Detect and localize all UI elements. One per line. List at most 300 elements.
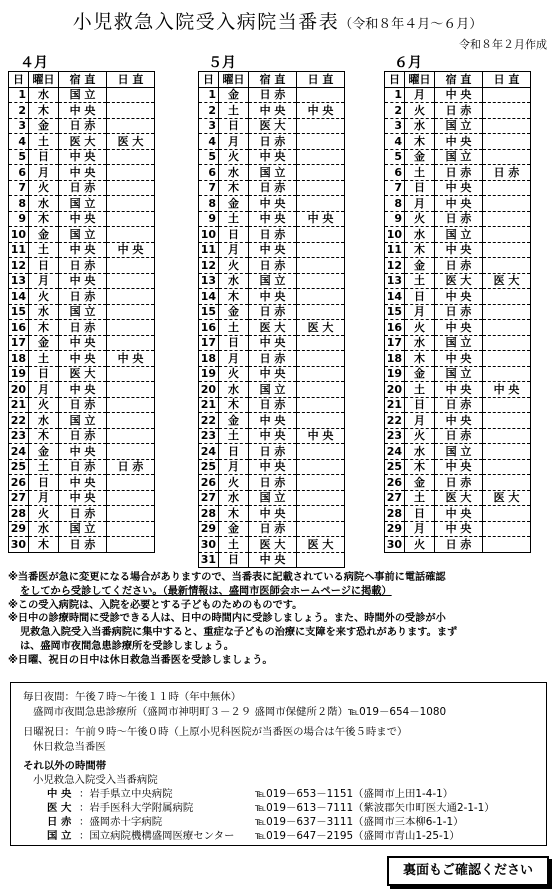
day-cell: 5 xyxy=(9,149,29,165)
day-cell: 13 xyxy=(385,273,405,289)
day-duty-cell xyxy=(297,459,345,475)
day-duty-cell xyxy=(107,320,155,336)
weekday-cell: 金 xyxy=(29,227,59,243)
day-duty-cell xyxy=(483,444,531,460)
table-row xyxy=(9,490,155,506)
day-duty-cell xyxy=(483,335,531,351)
night-duty-cell: 中 央 xyxy=(59,273,107,289)
may-schedule-table xyxy=(198,71,345,568)
day-cell: 23 xyxy=(9,428,29,444)
note-daytime-cont1: 児救急入院受入当番病院に集中すると、重症な子どもの治療に支障を来す恐れがあります。まず xyxy=(20,627,458,639)
day-duty-cell xyxy=(297,196,345,212)
table-row xyxy=(199,413,345,429)
day-duty-cell xyxy=(483,211,531,227)
night-duty-cell: 日 赤 xyxy=(249,304,297,320)
weekday-cell: 土 xyxy=(405,165,435,181)
day-duty-cell xyxy=(297,366,345,382)
day-cell: 22 xyxy=(199,413,219,429)
weekday-cell: 木 xyxy=(29,103,59,119)
hospital-abbr: 国 立 xyxy=(47,830,72,842)
day-cell: 26 xyxy=(385,475,405,491)
night-duty-cell: 日 赤 xyxy=(435,258,483,274)
day-cell: 27 xyxy=(199,490,219,506)
day-cell: 14 xyxy=(9,289,29,305)
weekday-cell: 水 xyxy=(29,413,59,429)
night-duty-cell: 中 央 xyxy=(59,490,107,506)
weekday-cell: 金 xyxy=(219,87,249,103)
hospital-name: ：盛岡赤十字病院 xyxy=(79,816,163,828)
night-duty-cell: 医 大 xyxy=(435,273,483,289)
table-row xyxy=(385,320,531,336)
night-duty-cell: 日 赤 xyxy=(435,537,483,553)
night-duty-cell: 中 央 xyxy=(435,506,483,522)
weekday-cell: 火 xyxy=(29,397,59,413)
june-schedule-table xyxy=(384,71,531,553)
table-row xyxy=(9,506,155,522)
day-cell: 14 xyxy=(199,289,219,305)
table-row xyxy=(9,382,155,398)
table-row xyxy=(385,87,531,103)
day-duty-cell: 中 央 xyxy=(107,242,155,258)
header-day: 日 xyxy=(199,72,219,88)
table-row xyxy=(199,397,345,413)
table-row xyxy=(385,490,531,506)
day-cell: 3 xyxy=(9,118,29,134)
day-duty-cell: 医 大 xyxy=(297,320,345,336)
day-cell: 5 xyxy=(199,149,219,165)
weekday-cell: 木 xyxy=(219,506,249,522)
day-cell: 30 xyxy=(385,537,405,553)
weekday-cell: 木 xyxy=(405,459,435,475)
day-duty-cell xyxy=(297,475,345,491)
day-cell: 26 xyxy=(9,475,29,491)
day-duty-cell xyxy=(107,103,155,119)
day-cell: 16 xyxy=(199,320,219,336)
day-duty-cell xyxy=(483,180,531,196)
day-duty-cell: 医 大 xyxy=(107,134,155,150)
night-duty-cell: 日 赤 xyxy=(59,320,107,336)
day-duty-cell xyxy=(483,289,531,305)
day-duty-cell: 中 央 xyxy=(483,382,531,398)
day-duty-cell xyxy=(107,118,155,134)
night-duty-cell: 日 赤 xyxy=(249,444,297,460)
table-row xyxy=(9,87,155,103)
header-weekday: 曜日 xyxy=(405,72,435,88)
day-cell: 28 xyxy=(9,506,29,522)
day-cell: 4 xyxy=(9,134,29,150)
page-title xyxy=(0,7,555,34)
day-cell: 15 xyxy=(9,304,29,320)
table-row xyxy=(9,196,155,212)
night-duty-cell: 日 赤 xyxy=(249,227,297,243)
night-duty-cell: 日 赤 xyxy=(435,103,483,119)
header-day-duty: 日 直 xyxy=(107,72,155,88)
day-duty-cell xyxy=(297,273,345,289)
table-row xyxy=(199,552,345,568)
weekday-cell: 火 xyxy=(405,428,435,444)
day-duty-cell: 中 央 xyxy=(297,103,345,119)
night-duty-cell: 中 央 xyxy=(59,165,107,181)
table-row xyxy=(385,351,531,367)
night-duty-cell: 国 立 xyxy=(59,304,107,320)
day-duty-cell xyxy=(297,397,345,413)
notes-section xyxy=(8,571,553,668)
table-row xyxy=(9,149,155,165)
day-duty-cell xyxy=(107,428,155,444)
night-duty-cell: 日 赤 xyxy=(59,537,107,553)
weekday-cell: 金 xyxy=(219,413,249,429)
table-row xyxy=(9,134,155,150)
day-cell: 3 xyxy=(385,118,405,134)
table-row xyxy=(385,506,531,522)
day-duty-cell xyxy=(107,521,155,537)
day-duty-cell xyxy=(483,351,531,367)
day-duty-cell: 中 央 xyxy=(297,428,345,444)
weekday-cell: 月 xyxy=(405,521,435,537)
table-row xyxy=(199,475,345,491)
weekday-cell: 金 xyxy=(29,118,59,134)
holiday-hours: 日曜祝日：午前９時～午後０時（上原小児科医院が当番医の場合は午後５時まで） xyxy=(23,726,408,738)
day-cell: 13 xyxy=(199,273,219,289)
table-row xyxy=(199,382,345,398)
created-date: 令和８年２月作成 xyxy=(459,38,547,51)
weekday-cell: 金 xyxy=(29,444,59,460)
day-cell: 22 xyxy=(9,413,29,429)
night-duty-cell: 日 赤 xyxy=(59,506,107,522)
table-row xyxy=(385,211,531,227)
table-row xyxy=(9,444,155,460)
day-cell: 1 xyxy=(199,87,219,103)
weekday-cell: 金 xyxy=(405,366,435,382)
weekday-cell: 火 xyxy=(405,211,435,227)
table-row xyxy=(199,242,345,258)
month-label-may: ５月 xyxy=(208,55,236,71)
table-row xyxy=(385,397,531,413)
day-duty-cell xyxy=(483,242,531,258)
weekday-cell: 火 xyxy=(219,149,249,165)
table-row xyxy=(199,490,345,506)
day-duty-cell xyxy=(297,242,345,258)
day-cell: 17 xyxy=(199,335,219,351)
day-duty-cell xyxy=(483,506,531,522)
header-day: 日 xyxy=(385,72,405,88)
day-duty-cell xyxy=(107,304,155,320)
weekday-cell: 木 xyxy=(219,180,249,196)
weekday-cell: 月 xyxy=(219,134,249,150)
table-row xyxy=(9,227,155,243)
weekday-cell: 水 xyxy=(219,273,249,289)
day-duty-cell xyxy=(107,87,155,103)
weekday-cell: 金 xyxy=(405,475,435,491)
day-duty-cell xyxy=(297,180,345,196)
table-row xyxy=(9,413,155,429)
day-cell: 9 xyxy=(199,211,219,227)
table-row xyxy=(385,227,531,243)
hospital-tel: ℡019－637－3111（盛岡市三本柳6-1-1） xyxy=(255,816,464,828)
table-row xyxy=(385,444,531,460)
table-row xyxy=(199,103,345,119)
night-duty-cell: 中 央 xyxy=(59,149,107,165)
weekday-cell: 土 xyxy=(219,211,249,227)
night-duty-cell: 国 立 xyxy=(249,165,297,181)
day-duty-cell xyxy=(297,289,345,305)
night-duty-cell: 日 赤 xyxy=(59,258,107,274)
weekday-cell: 水 xyxy=(29,521,59,537)
day-cell: 19 xyxy=(199,366,219,382)
table-row xyxy=(9,366,155,382)
holiday-place: 休日救急当番医 xyxy=(33,741,106,753)
month-label-april: ４月 xyxy=(20,55,48,71)
table-row xyxy=(9,180,155,196)
table-row xyxy=(385,289,531,305)
day-duty-cell xyxy=(107,475,155,491)
day-cell: 6 xyxy=(385,165,405,181)
table-row xyxy=(199,196,345,212)
table-row xyxy=(9,475,155,491)
note-daytime: ※日中の診療時間に受診できる人は、日中の時間内に受診しましょう。また、時間外の受診が小 xyxy=(8,613,446,625)
table-row xyxy=(9,289,155,305)
hospital-tel: ℡019－647－2195（盛岡市青山1-25-1） xyxy=(255,830,460,842)
night-duty-cell: 国 立 xyxy=(59,227,107,243)
day-cell: 13 xyxy=(9,273,29,289)
night-duty-cell: 中 央 xyxy=(249,103,297,119)
night-duty-cell: 中 央 xyxy=(249,149,297,165)
day-cell: 17 xyxy=(385,335,405,351)
night-duty-cell: 国 立 xyxy=(435,335,483,351)
header-weekday: 曜日 xyxy=(29,72,59,88)
table-row xyxy=(385,149,531,165)
day-cell: 6 xyxy=(199,165,219,181)
day-cell: 28 xyxy=(199,506,219,522)
day-cell: 18 xyxy=(199,351,219,367)
night-duty-cell: 国 立 xyxy=(59,413,107,429)
day-cell: 30 xyxy=(9,537,29,553)
night-duty-cell: 中 央 xyxy=(249,289,297,305)
night-duty-cell: 中 央 xyxy=(435,134,483,150)
weekday-cell: 水 xyxy=(405,118,435,134)
weekday-cell: 月 xyxy=(405,87,435,103)
table-row xyxy=(385,180,531,196)
day-cell: 20 xyxy=(9,382,29,398)
table-row xyxy=(385,366,531,382)
day-duty-cell xyxy=(297,382,345,398)
day-duty-cell xyxy=(107,382,155,398)
day-cell: 15 xyxy=(199,304,219,320)
table-row xyxy=(9,304,155,320)
header-night-duty: 宿 直 xyxy=(59,72,107,88)
night-duty-cell: 中 央 xyxy=(59,103,107,119)
weekday-cell: 月 xyxy=(219,242,249,258)
weekday-cell: 日 xyxy=(405,397,435,413)
night-duty-cell: 国 立 xyxy=(249,490,297,506)
table-row xyxy=(385,382,531,398)
hospital-abbr: 中 央 xyxy=(47,788,72,800)
day-duty-cell xyxy=(297,87,345,103)
day-cell: 29 xyxy=(385,521,405,537)
day-cell: 9 xyxy=(385,211,405,227)
day-cell: 4 xyxy=(385,134,405,150)
night-duty-cell: 中 央 xyxy=(59,351,107,367)
weekday-cell: 水 xyxy=(29,304,59,320)
day-duty-cell xyxy=(483,304,531,320)
night-duty-cell: 中 央 xyxy=(435,459,483,475)
table-row xyxy=(9,537,155,553)
day-duty-cell xyxy=(297,413,345,429)
day-duty-cell: 医 大 xyxy=(483,273,531,289)
day-cell: 26 xyxy=(199,475,219,491)
weekday-cell: 土 xyxy=(219,537,249,553)
weekday-cell: 日 xyxy=(405,289,435,305)
header-night-duty: 宿 直 xyxy=(249,72,297,88)
day-duty-cell xyxy=(297,304,345,320)
day-duty-cell xyxy=(483,118,531,134)
day-duty-cell xyxy=(483,413,531,429)
night-duty-cell: 中 央 xyxy=(435,180,483,196)
table-row xyxy=(199,521,345,537)
day-cell: 8 xyxy=(385,196,405,212)
night-hours: 毎日夜間：午後７時～午後１１時（年中無休） xyxy=(23,691,242,703)
day-cell: 31 xyxy=(199,552,219,568)
day-duty-cell xyxy=(107,413,155,429)
night-duty-cell: 日 赤 xyxy=(435,304,483,320)
night-duty-cell: 中 央 xyxy=(249,242,297,258)
day-cell: 8 xyxy=(199,196,219,212)
day-duty-cell xyxy=(297,118,345,134)
day-cell: 10 xyxy=(9,227,29,243)
day-cell: 19 xyxy=(9,366,29,382)
day-cell: 8 xyxy=(9,196,29,212)
table-row xyxy=(385,459,531,475)
day-duty-cell xyxy=(107,180,155,196)
weekday-cell: 火 xyxy=(219,475,249,491)
day-duty-cell xyxy=(297,552,345,568)
day-duty-cell xyxy=(297,165,345,181)
night-duty-cell: 日 赤 xyxy=(59,428,107,444)
weekday-cell: 木 xyxy=(29,211,59,227)
table-row xyxy=(9,351,155,367)
night-duty-cell: 日 赤 xyxy=(435,211,483,227)
day-duty-cell xyxy=(107,211,155,227)
weekday-cell: 日 xyxy=(29,366,59,382)
night-duty-cell: 中 央 xyxy=(59,211,107,227)
weekday-cell: 水 xyxy=(219,382,249,398)
weekday-cell: 日 xyxy=(405,180,435,196)
weekday-cell: 火 xyxy=(29,289,59,305)
table-row xyxy=(199,537,345,553)
weekday-cell: 木 xyxy=(405,242,435,258)
table-row xyxy=(9,242,155,258)
table-header-row xyxy=(199,72,345,88)
weekday-cell: 日 xyxy=(29,258,59,274)
day-duty-cell xyxy=(107,537,155,553)
day-cell: 2 xyxy=(199,103,219,119)
table-row xyxy=(9,521,155,537)
weekday-cell: 土 xyxy=(219,428,249,444)
night-duty-cell: 医 大 xyxy=(249,537,297,553)
weekday-cell: 水 xyxy=(405,444,435,460)
weekday-cell: 水 xyxy=(29,87,59,103)
table-row xyxy=(199,180,345,196)
note-phone-confirm: ※当番医が急に変更になる場合がありますので、当番表に記載されている病院へ事前に電話確認 xyxy=(8,572,446,583)
weekday-cell: 月 xyxy=(219,351,249,367)
day-duty-cell: 医 大 xyxy=(483,490,531,506)
weekday-cell: 月 xyxy=(29,165,59,181)
note-daytime-cont2: は、盛岡市夜間急患診療所を受診しましょう。 xyxy=(20,640,234,652)
day-duty-cell xyxy=(297,506,345,522)
weekday-cell: 木 xyxy=(405,134,435,150)
day-cell: 12 xyxy=(9,258,29,274)
table-row xyxy=(199,444,345,460)
night-duty-cell: 中 央 xyxy=(249,552,297,568)
table-row xyxy=(199,366,345,382)
day-cell: 23 xyxy=(199,428,219,444)
night-duty-cell: 中 央 xyxy=(249,428,297,444)
day-duty-cell xyxy=(107,289,155,305)
table-row xyxy=(385,537,531,553)
table-row xyxy=(199,258,345,274)
weekday-cell: 日 xyxy=(219,444,249,460)
table-row xyxy=(199,335,345,351)
weekday-cell: 木 xyxy=(29,320,59,336)
night-duty-cell: 中 央 xyxy=(59,382,107,398)
table-row xyxy=(385,475,531,491)
table-row xyxy=(199,459,345,475)
night-duty-cell: 日 赤 xyxy=(435,397,483,413)
day-cell: 29 xyxy=(199,521,219,537)
day-cell: 24 xyxy=(199,444,219,460)
day-cell: 25 xyxy=(9,459,29,475)
day-cell: 29 xyxy=(9,521,29,537)
table-row xyxy=(199,506,345,522)
day-cell: 25 xyxy=(385,459,405,475)
day-cell: 21 xyxy=(385,397,405,413)
day-duty-cell xyxy=(107,444,155,460)
day-duty-cell xyxy=(297,490,345,506)
day-cell: 10 xyxy=(199,227,219,243)
day-cell: 20 xyxy=(385,382,405,398)
table-header-row xyxy=(9,72,155,88)
table-row xyxy=(9,211,155,227)
weekday-cell: 火 xyxy=(29,506,59,522)
day-duty-cell xyxy=(483,103,531,119)
weekday-cell: 火 xyxy=(219,366,249,382)
weekday-cell: 木 xyxy=(219,397,249,413)
table-row xyxy=(385,258,531,274)
april-schedule-table xyxy=(8,71,155,553)
table-row xyxy=(385,118,531,134)
day-cell: 2 xyxy=(385,103,405,119)
night-duty-cell: 中 央 xyxy=(249,459,297,475)
weekday-cell: 月 xyxy=(29,490,59,506)
night-duty-cell: 国 立 xyxy=(435,118,483,134)
day-duty-cell xyxy=(297,134,345,150)
day-duty-cell xyxy=(483,459,531,475)
header-weekday: 曜日 xyxy=(219,72,249,88)
night-duty-cell: 国 立 xyxy=(435,444,483,460)
weekday-cell: 土 xyxy=(29,134,59,150)
note-phone-confirm-cont: をしてから受診してください。（最新情報は、盛岡市医師会ホームページに掲載） xyxy=(20,585,392,597)
night-duty-cell: 日 赤 xyxy=(249,351,297,367)
table-row xyxy=(199,227,345,243)
night-duty-cell: 中 央 xyxy=(249,335,297,351)
day-cell: 24 xyxy=(385,444,405,460)
day-duty-cell xyxy=(483,196,531,212)
day-cell: 11 xyxy=(385,242,405,258)
day-cell: 19 xyxy=(385,366,405,382)
day-duty-cell xyxy=(483,227,531,243)
day-duty-cell xyxy=(107,273,155,289)
weekday-cell: 月 xyxy=(405,304,435,320)
